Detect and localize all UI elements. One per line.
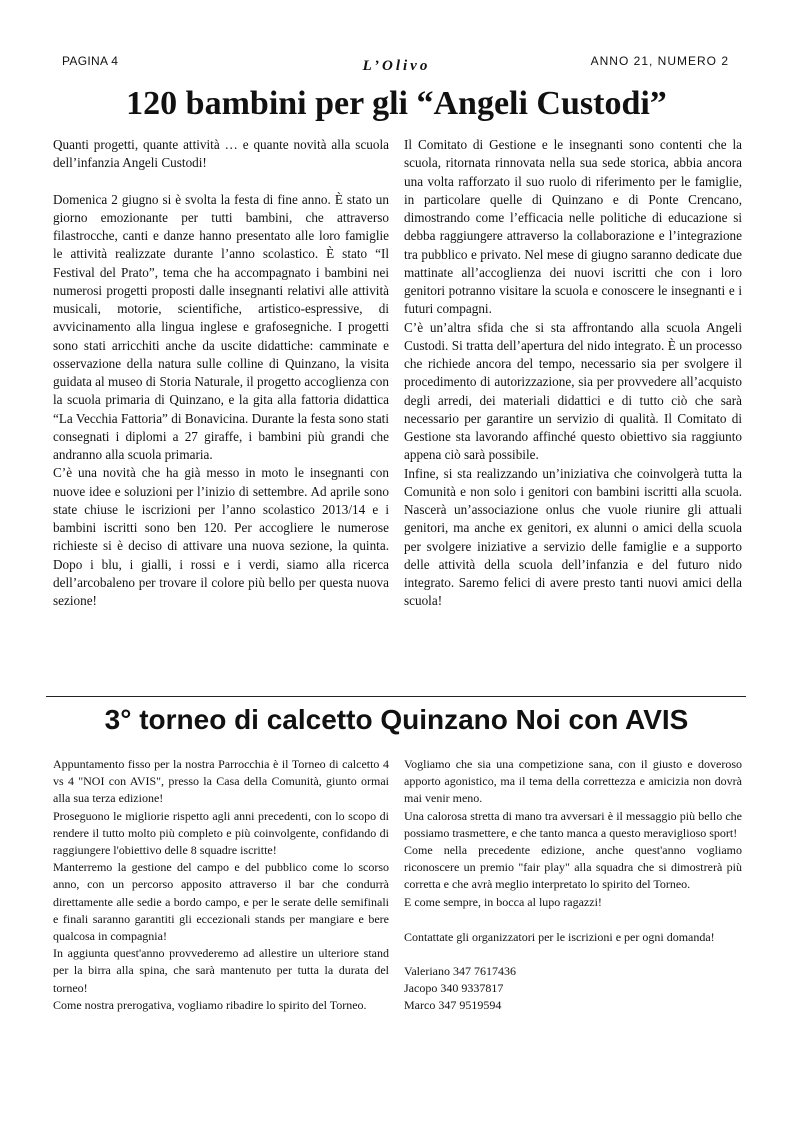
- contact-item: Valeriano 347 7617436: [404, 964, 516, 979]
- paragraph: Come nostra prerogativa, vogliamo ribadire lo spirito del Torneo.: [53, 997, 367, 1012]
- paragraph: Quanti progetti, quante attività … e quante novità alla scuola dell’infanzia Angeli Custodi!: [53, 137, 389, 171]
- paragraph: In aggiunta quest'anno provvederemo ad allestire un ulteriore stand per la birra alla spina, che sarà mantenuto per tutta la durata del torneo!: [53, 946, 389, 995]
- page-number: PAGINA 4: [62, 54, 119, 68]
- paragraph: Il Comitato di Gestione e le insegnanti sono contenti che la scuola, ritornata rinnovata nella sua sede storica, abbia ancora una volta rafforzato il suo ruolo di riferimento per le famiglie, in particolare quelle di Quinzano e di Ponte Crencano, dimostrando come l’efficacia nelle politiche di educazione si debba raggiungere attraverso la collaborazione e l’integrazione tra pubblico e privato. Nel mese di giugno saranno dedicate due mattinate all’accoglienza dei nuovi iscritti che con i loro genitori potranno visitare la scuola e conoscere le insegnanti e i futuri compagni.: [404, 137, 742, 317]
- masthead-title: L’Olivo: [362, 58, 431, 74]
- issue-number: ANNO 21, NUMERO 2: [590, 54, 729, 68]
- contact-list: [404, 963, 742, 1015]
- paragraph: Vogliamo che sia una competizione sana, con il giusto e doveroso apporto agonistico, ma il tema della correttezza e amicizia non dovrà mai venir meno.: [404, 757, 742, 806]
- paragraph: Manterremo la gestione del campo e del pubblico come lo scorso anno, con un percorso apposito attraverso il bar che condurrà direttamente alle sedie a bordo campo, e per le serate delle semifinali e finali saranno garantiti gli eccezionali stands per mangiare e bere qualcosa in compagnia!: [53, 860, 389, 944]
- contact-note: Contattate gli organizzatori per le iscrizioni e per ogni domanda!: [404, 929, 715, 944]
- paragraph: Appuntamento fisso per la nostra Parrocchia è il Torneo di calcetto 4 vs 4 "NOI con AVIS", presso la Casa della Comunità, giunto ormai alla sua terza edizione!: [53, 757, 389, 806]
- article-title-angeli-custodi: 120 bambini per gli “Angeli Custodi”: [126, 85, 667, 122]
- section-divider: [46, 696, 746, 697]
- paragraph: Come nella precedente edizione, anche quest'anno vogliamo riconoscere un premio "fair play" alla squadra che si dimostrerà più corretta e che avrà meglio interpretato lo spirito del Torneo.: [404, 843, 742, 892]
- paragraph: Domenica 2 giugno si è svolta la festa di fine anno. È stato un giorno emozionante per tutti bambini, che attraverso filastrocche, canti e danze hanno presentato alle loro famiglie le attività realizzate durante l’anno scolastico. È stato “Il Festival del Prato”, tema che ha accompagnato i bambini nei numerosi progetti proposti dalle insegnanti relativi alle attività musicali, motorie, scientifiche, artistico-espressive, di avvicinamento alla lingua inglese e grafosegniche. I progetti sono stati arricchiti anche da uscite didattiche: camminate e osservazione della natura sulle colline di Quinzano, la visita guidata al museo di Storia Naturale, il progetto accoglienza con la scuola primaria di Quinzano, e la gita alla fattoria didattica “La Vecchia Fattoria” di Bonavicina. Durante la festa sono stati consegnati i diplomi a 27 giraffe, i bambini più grandi che andranno alla scuola primaria.: [53, 191, 389, 462]
- article1-column-left: [53, 136, 389, 610]
- paragraph: Una calorosa stretta di mano tra avversari è il messaggio più bello che possiamo trasmettere, e che tanto manca a questo meraviglioso sport!: [404, 808, 742, 840]
- paragraph: Infine, si sta realizzando un’iniziativa che coinvolgerà tutta la Comunità e non solo i genitori con bambini iscritti alla scuola. Nascerà un’associazione onlus che vuole riunire gli attuali genitori, ma anche ex genitori, ex alunni o amici della scuola per svolgere iniziative a servizio delle famiglie e a supporto delle attività della scuola dell’infanzia e del futuro nido integrato. Saremo felici di avere presto tanti nuovi amici della scuola!: [404, 465, 742, 609]
- paragraph: E come sempre, in bocca al lupo ragazzi!: [404, 894, 602, 909]
- paragraph: Proseguono le migliorie rispetto agli anni precedenti, con lo scopo di rendere il tutto molto più completo e più coinvolgente, confidando di raggiungere l'obiettivo delle 8 squadre iscritte!: [53, 808, 389, 858]
- article-title-torneo-calcetto: 3° torneo di calcetto Quinzano Noi con AVIS: [104, 704, 689, 735]
- article2-column-left: [53, 756, 389, 1014]
- article2-column-right: [404, 756, 742, 1015]
- contact-item: Marco 347 9519594: [404, 998, 502, 1013]
- contact-item: Jacopo 340 9337817: [404, 981, 504, 996]
- article1-column-right: [404, 136, 742, 611]
- paragraph: C’è un’altra sfida che si sta affrontando alla scuola Angeli Custodi. Si tratta dell’apertura del nido integrato. È un processo che richiede ancora del tempo, necessario sia per svolgere il procedimento di autorizzazione, sia per provvedere all’acquisto degli arredi, dei materiali didattici e di tutto ciò che sarà necessario per garantire un servizio di qualità. Il Comitato di Gestione sta lavorando affinché questo obiettivo sia raggiunto appena ciò sarà possibile.: [404, 319, 742, 463]
- paragraph: C’è una novità che ha già messo in moto le insegnanti con nuove idee e soluzioni per l’inizio di settembre. Ad aprile sono state chiuse le iscrizioni per l’anno scolastico 2013/14 e i bambini iscritti sono ben 120. Per accogliere le numerose richieste si è deciso di attivare una nuova sezione, la quinta. Dopo i blu, i gialli, i rossi e i verdi, siamo alla ricerca dell’arcobaleno per trovare il colore più bello per questa nuova sezione!: [53, 465, 389, 608]
